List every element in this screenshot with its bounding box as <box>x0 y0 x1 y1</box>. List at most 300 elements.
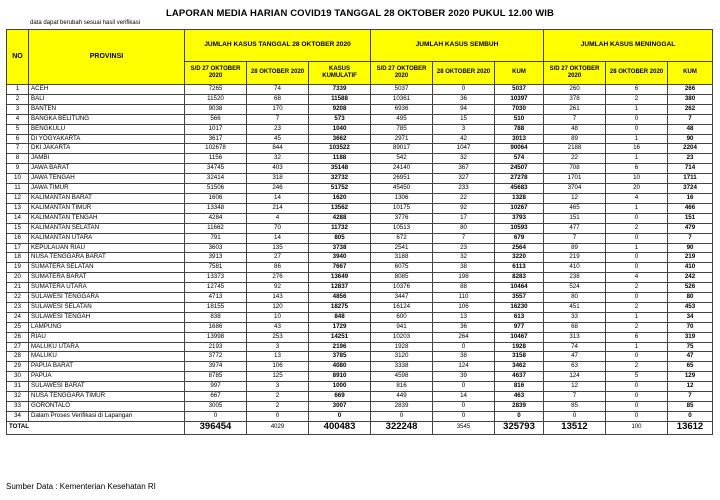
cell-value: 3338 <box>371 362 433 372</box>
table-row <box>7 203 713 213</box>
cell-value: 22 <box>544 154 606 164</box>
row-number: 14 <box>7 213 29 223</box>
cell-value: 2 <box>606 283 668 293</box>
total-value: 396454 <box>185 421 247 434</box>
cell-value: 566 <box>185 114 247 124</box>
row-number: 31 <box>7 382 29 392</box>
cell-value: 0 <box>433 402 495 412</box>
cell-value: 45 <box>247 134 309 144</box>
cell-value: 266 <box>668 85 713 95</box>
cell-value: 2 <box>247 402 309 412</box>
cell-value: 0 <box>544 411 606 421</box>
cell-value: 36 <box>433 94 495 104</box>
cell-value: 679 <box>495 233 544 243</box>
cell-value: 32414 <box>185 174 247 184</box>
cell-value: 7339 <box>309 85 371 95</box>
cell-value: 12 <box>668 382 713 392</box>
table-row <box>7 372 713 382</box>
cell-value: 672 <box>371 233 433 243</box>
cell-value: 3007 <box>309 402 371 412</box>
cell-value: 977 <box>495 322 544 332</box>
table-row <box>7 94 713 104</box>
row-number: 18 <box>7 253 29 263</box>
cell-value: 1188 <box>309 154 371 164</box>
cell-value: 65 <box>668 362 713 372</box>
cell-value: 844 <box>247 144 309 154</box>
table-row <box>7 164 713 174</box>
cell-value: 33 <box>544 312 606 322</box>
table-row <box>7 392 713 402</box>
cell-value: 13373 <box>185 273 247 283</box>
cell-value: 7 <box>668 392 713 402</box>
cell-value: 106 <box>433 302 495 312</box>
cell-value: 7 <box>668 114 713 124</box>
cell-value: 135 <box>247 243 309 253</box>
cell-value: 0 <box>606 253 668 263</box>
verification-note: data dapat berubah sesuai hasil verifikasi <box>30 20 141 26</box>
row-number: 6 <box>7 134 29 144</box>
table-row <box>7 411 713 421</box>
cell-value: 2204 <box>668 144 713 154</box>
cell-value: 3447 <box>371 293 433 303</box>
cell-value: 466 <box>668 203 713 213</box>
cell-value: 20 <box>606 184 668 194</box>
cell-value: 1 <box>606 134 668 144</box>
cell-value: 4288 <box>309 213 371 223</box>
cell-value: 0 <box>606 382 668 392</box>
cell-value: 261 <box>544 104 606 114</box>
cell-value: 613 <box>495 312 544 322</box>
cell-value: 4856 <box>309 293 371 303</box>
cell-value: 80 <box>433 223 495 233</box>
cell-value: 7 <box>544 114 606 124</box>
cell-value: 573 <box>309 114 371 124</box>
cell-value: 14 <box>247 233 309 243</box>
cell-value: 4 <box>606 273 668 283</box>
total-row <box>7 421 713 434</box>
data-source: Sumber Data : Kementerian Kesehatan RI <box>6 482 156 491</box>
table-row <box>7 342 713 352</box>
cell-value: 262 <box>668 104 713 114</box>
cell-value: 10267 <box>495 203 544 213</box>
cell-value: 367 <box>433 164 495 174</box>
cell-value: 38 <box>433 263 495 273</box>
cell-value: 12 <box>544 193 606 203</box>
cell-value: 708 <box>544 164 606 174</box>
cell-value: 6113 <box>495 263 544 273</box>
cell-value: 10467 <box>495 332 544 342</box>
row-number: 5 <box>7 124 29 134</box>
province-name: SUMATERA SELATAN <box>29 263 185 273</box>
cell-value: 2 <box>606 302 668 312</box>
cell-value: 106 <box>247 362 309 372</box>
cell-value: 669 <box>309 392 371 402</box>
cell-value: 3776 <box>371 213 433 223</box>
subheader-meninggal-cumulative: KUM <box>668 62 713 85</box>
group-header-kasus: JUMLAH KASUS TANGGAL 28 OKTOBER 2020 <box>185 30 371 62</box>
subheader-kasus-cumulative: KASUS KUMULATIF <box>309 62 371 85</box>
cell-value: 85 <box>544 402 606 412</box>
cell-value: 1040 <box>309 124 371 134</box>
subheader-kasus-today: 28 OKTOBER 2020 <box>247 62 309 85</box>
subheader-meninggal-sd: S/D 27 OKTOBER 2020 <box>544 62 606 85</box>
cell-value: 997 <box>185 382 247 392</box>
cell-value: 10203 <box>371 332 433 342</box>
cell-value: 23 <box>247 124 309 134</box>
cell-value: 214 <box>247 203 309 213</box>
cell-value: 3462 <box>495 362 544 372</box>
cell-value: 51506 <box>185 184 247 194</box>
cell-value: 4080 <box>309 362 371 372</box>
cell-value: 10376 <box>371 283 433 293</box>
cell-value: 74 <box>247 85 309 95</box>
cell-value: 0 <box>606 263 668 273</box>
table-row <box>7 293 713 303</box>
cell-value: 0 <box>606 402 668 412</box>
cell-value: 80 <box>668 293 713 303</box>
cell-value: 0 <box>606 352 668 362</box>
cell-value: 410 <box>668 263 713 273</box>
cell-value: 2 <box>606 223 668 233</box>
cell-value: 48 <box>544 124 606 134</box>
cell-value: 7 <box>544 233 606 243</box>
province-name: SULAWESI TENGGARA <box>29 293 185 303</box>
total-value: 3545 <box>433 421 495 434</box>
cell-value: 10 <box>606 174 668 184</box>
row-number: 30 <box>7 372 29 382</box>
subheader-sembuh-cumulative: KUM <box>495 62 544 85</box>
table-row <box>7 362 713 372</box>
cell-value: 102678 <box>185 144 247 154</box>
province-name: KALIMANTAN SELATAN <box>29 223 185 233</box>
cell-value: 13998 <box>185 332 247 342</box>
cell-value: 170 <box>247 104 309 114</box>
cell-value: 5037 <box>371 85 433 95</box>
province-name: GORONTALO <box>29 402 185 412</box>
cell-value: 10397 <box>495 94 544 104</box>
cell-value: 4598 <box>371 372 433 382</box>
cell-value: 8785 <box>185 372 247 382</box>
province-name: MALUKU <box>29 352 185 362</box>
cell-value: 63 <box>544 362 606 372</box>
table-row <box>7 243 713 253</box>
cell-value: 2541 <box>371 243 433 253</box>
cell-value: 70 <box>668 322 713 332</box>
row-number: 23 <box>7 302 29 312</box>
province-name: SUMATERA BARAT <box>29 273 185 283</box>
cell-value: 403 <box>247 164 309 174</box>
cell-value: 0 <box>247 411 309 421</box>
province-name: KEPULAUAN RIAU <box>29 243 185 253</box>
total-label: TOTAL <box>7 421 185 434</box>
row-number: 2 <box>7 94 29 104</box>
cell-value: 12745 <box>185 283 247 293</box>
cell-value: 2564 <box>495 243 544 253</box>
cell-value: 18275 <box>309 302 371 312</box>
group-header-meninggal: JUMLAH KASUS MENINGGAL <box>544 30 713 62</box>
total-value: 400483 <box>309 421 371 434</box>
cell-value: 2 <box>247 392 309 402</box>
cell-value: 90 <box>668 134 713 144</box>
cell-value: 74 <box>544 342 606 352</box>
subheader-sembuh-sd: S/D 27 OKTOBER 2020 <box>371 62 433 85</box>
cell-value: 0 <box>433 382 495 392</box>
province-name: SULAWESI BARAT <box>29 382 185 392</box>
cell-value: 11588 <box>309 94 371 104</box>
cell-value: 1729 <box>309 322 371 332</box>
cell-value: 1711 <box>668 174 713 184</box>
row-number: 13 <box>7 203 29 213</box>
table-row <box>7 352 713 362</box>
subheader-meninggal-today: 28 OKTOBER 2020 <box>606 62 668 85</box>
cell-value: 479 <box>668 223 713 233</box>
province-name: MALUKU UTARA <box>29 342 185 352</box>
cell-value: 1000 <box>309 382 371 392</box>
covid-data-table <box>6 29 713 435</box>
cell-value: 125 <box>247 372 309 382</box>
cell-value: 3913 <box>185 253 247 263</box>
cell-value: 463 <box>495 392 544 402</box>
cell-value: 80 <box>544 293 606 303</box>
row-number: 8 <box>7 154 29 164</box>
cell-value: 35148 <box>309 164 371 174</box>
cell-value: 92 <box>433 203 495 213</box>
cell-value: 13562 <box>309 203 371 213</box>
table-row <box>7 223 713 233</box>
total-value: 4029 <box>247 421 309 434</box>
cell-value: 5037 <box>495 85 544 95</box>
cell-value: 1017 <box>185 124 247 134</box>
cell-value: 0 <box>433 342 495 352</box>
group-header-sembuh: JUMLAH KASUS SEMBUH <box>371 30 544 62</box>
cell-value: 7030 <box>495 104 544 114</box>
cell-value: 2 <box>606 362 668 372</box>
cell-value: 75 <box>668 342 713 352</box>
cell-value: 1 <box>606 104 668 114</box>
cell-value: 449 <box>371 392 433 402</box>
cell-value: 0 <box>606 213 668 223</box>
cell-value: 7581 <box>185 263 247 273</box>
cell-value: 89017 <box>371 144 433 154</box>
cell-value: 68 <box>247 94 309 104</box>
cell-value: 18155 <box>185 302 247 312</box>
cell-value: 453 <box>668 302 713 312</box>
cell-value: 13 <box>247 352 309 362</box>
cell-value: 92 <box>247 283 309 293</box>
province-name: DKI JAKARTA <box>29 144 185 154</box>
total-value: 100 <box>606 421 668 434</box>
province-name: BANGKA BELITUNG <box>29 114 185 124</box>
cell-value: 816 <box>371 382 433 392</box>
cell-value: 3704 <box>544 184 606 194</box>
cell-value: 791 <box>185 233 247 243</box>
cell-value: 327 <box>433 174 495 184</box>
cell-value: 3772 <box>185 352 247 362</box>
cell-value: 477 <box>544 223 606 233</box>
cell-value: 129 <box>668 372 713 382</box>
cell-value: 410 <box>544 263 606 273</box>
column-header-provinsi: PROVINSI <box>29 30 185 85</box>
cell-value: 4637 <box>495 372 544 382</box>
cell-value: 0 <box>433 85 495 95</box>
cell-value: 510 <box>495 114 544 124</box>
cell-value: 667 <box>185 392 247 402</box>
cell-value: 16 <box>606 144 668 154</box>
cell-value: 124 <box>433 362 495 372</box>
cell-value: 2971 <box>371 134 433 144</box>
cell-value: 574 <box>495 154 544 164</box>
province-name: PAPUA <box>29 372 185 382</box>
cell-value: 4 <box>606 193 668 203</box>
table-body <box>7 85 713 435</box>
table-row <box>7 114 713 124</box>
cell-value: 32732 <box>309 174 371 184</box>
cell-value: 3 <box>247 382 309 392</box>
cell-value: 238 <box>544 273 606 283</box>
cell-value: 785 <box>371 124 433 134</box>
cell-value: 3617 <box>185 134 247 144</box>
cell-value: 253 <box>247 332 309 342</box>
province-name: JAWA TENGAH <box>29 174 185 184</box>
cell-value: 10464 <box>495 283 544 293</box>
cell-value: 32 <box>433 253 495 263</box>
cell-value: 7265 <box>185 85 247 95</box>
cell-value: 9038 <box>185 104 247 114</box>
cell-value: 110 <box>433 293 495 303</box>
table-row <box>7 273 713 283</box>
cell-value: 318 <box>247 174 309 184</box>
cell-value: 4 <box>247 213 309 223</box>
cell-value: 43 <box>247 322 309 332</box>
total-value: 325793 <box>495 421 544 434</box>
cell-value: 1306 <box>371 193 433 203</box>
province-name: SUMATERA UTARA <box>29 283 185 293</box>
cell-value: 7 <box>247 114 309 124</box>
cell-value: 0 <box>185 411 247 421</box>
cell-value: 10361 <box>371 94 433 104</box>
cell-value: 9208 <box>309 104 371 114</box>
table-row <box>7 174 713 184</box>
cell-value: 242 <box>668 273 713 283</box>
cell-value: 51752 <box>309 184 371 194</box>
cell-value: 85 <box>668 402 713 412</box>
table-row <box>7 402 713 412</box>
cell-value: 94 <box>433 104 495 114</box>
cell-value: 34745 <box>185 164 247 174</box>
cell-value: 2 <box>606 94 668 104</box>
cell-value: 47 <box>544 352 606 362</box>
row-number: 17 <box>7 243 29 253</box>
province-name: KALIMANTAN TIMUR <box>29 203 185 213</box>
cell-value: 2 <box>606 322 668 332</box>
province-name: BENGKULU <box>29 124 185 134</box>
province-name: KALIMANTAN BARAT <box>29 193 185 203</box>
cell-value: 3785 <box>309 352 371 362</box>
cell-value: 1686 <box>185 322 247 332</box>
cell-value: 88 <box>433 283 495 293</box>
table-row <box>7 283 713 293</box>
row-number: 28 <box>7 352 29 362</box>
cell-value: 7 <box>668 233 713 243</box>
table-row <box>7 322 713 332</box>
cell-value: 3662 <box>309 134 371 144</box>
cell-value: 198 <box>433 273 495 283</box>
cell-value: 14 <box>433 392 495 402</box>
province-name: BANTEN <box>29 104 185 114</box>
column-header-no: NO <box>7 30 29 85</box>
table-row <box>7 184 713 194</box>
cell-value: 319 <box>668 332 713 342</box>
cell-value: 89 <box>544 243 606 253</box>
cell-value: 13348 <box>185 203 247 213</box>
row-number: 10 <box>7 174 29 184</box>
cell-value: 0 <box>606 411 668 421</box>
cell-value: 26951 <box>371 174 433 184</box>
province-name: JAWA TIMUR <box>29 184 185 194</box>
cell-value: 380 <box>668 94 713 104</box>
row-number: 7 <box>7 144 29 154</box>
cell-value: 7 <box>433 233 495 243</box>
cell-value: 34 <box>668 312 713 322</box>
table-row <box>7 233 713 243</box>
cell-value: 2839 <box>371 402 433 412</box>
cell-value: 22 <box>433 193 495 203</box>
table-row <box>7 253 713 263</box>
cell-value: 5 <box>606 372 668 382</box>
cell-value: 2196 <box>309 342 371 352</box>
cell-value: 3557 <box>495 293 544 303</box>
cell-value: 276 <box>247 273 309 283</box>
row-number: 34 <box>7 411 29 421</box>
cell-value: 90 <box>668 243 713 253</box>
cell-value: 4284 <box>185 213 247 223</box>
cell-value: 3158 <box>495 352 544 362</box>
province-name: JAWA BARAT <box>29 164 185 174</box>
row-number: 33 <box>7 402 29 412</box>
cell-value: 11520 <box>185 94 247 104</box>
cell-value: 0 <box>606 293 668 303</box>
cell-value: 3013 <box>495 134 544 144</box>
cell-value: 12837 <box>309 283 371 293</box>
cell-value: 219 <box>544 253 606 263</box>
table-row <box>7 104 713 114</box>
row-number: 26 <box>7 332 29 342</box>
cell-value: 3 <box>433 124 495 134</box>
cell-value: 11662 <box>185 223 247 233</box>
cell-value: 6 <box>606 164 668 174</box>
cell-value: 32 <box>433 154 495 164</box>
cell-value: 48 <box>668 124 713 134</box>
cell-value: 0 <box>606 124 668 134</box>
row-number: 27 <box>7 342 29 352</box>
cell-value: 6 <box>606 332 668 342</box>
row-number: 16 <box>7 233 29 243</box>
total-value: 13512 <box>544 421 606 434</box>
cell-value: 27278 <box>495 174 544 184</box>
cell-value: 1 <box>606 203 668 213</box>
row-number: 9 <box>7 164 29 174</box>
cell-value: 0 <box>606 392 668 402</box>
cell-value: 17 <box>433 213 495 223</box>
cell-value: 36 <box>433 322 495 332</box>
row-number: 21 <box>7 283 29 293</box>
cell-value: 3974 <box>185 362 247 372</box>
table-row <box>7 193 713 203</box>
row-number: 29 <box>7 362 29 372</box>
cell-value: 524 <box>544 283 606 293</box>
subheader-kasus-sd: S/D 27 OKTOBER 2020 <box>185 62 247 85</box>
table-row <box>7 154 713 164</box>
